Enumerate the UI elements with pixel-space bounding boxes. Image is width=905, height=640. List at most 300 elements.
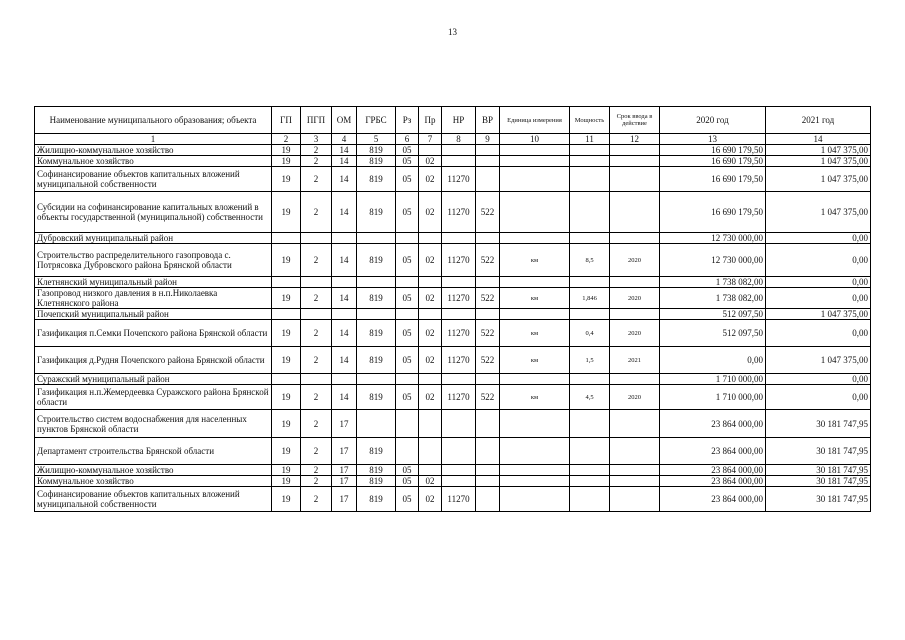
- cell-term: [610, 167, 660, 192]
- cell-vr: [476, 438, 500, 465]
- table-row: [35, 192, 871, 233]
- cell-gp: [272, 309, 301, 320]
- cell-ppgp: 2: [301, 167, 332, 192]
- cell-grbs: 819: [357, 192, 396, 233]
- cell-vr: 522: [476, 320, 500, 347]
- cell-om: 14: [332, 192, 357, 233]
- cell-power: [570, 438, 610, 465]
- cell-grbs: [357, 277, 396, 288]
- cell-y2021: 1 047 375,00: [766, 347, 871, 374]
- col-number: 13: [660, 134, 766, 145]
- col-number: 14: [766, 134, 871, 145]
- cell-unit: [500, 309, 570, 320]
- table-row: [35, 374, 871, 385]
- cell-rz: 05: [396, 347, 419, 374]
- table-row: [35, 145, 871, 156]
- cell-power: [570, 410, 610, 438]
- cell-ppgp: [301, 277, 332, 288]
- cell-y2021: 1 047 375,00: [766, 167, 871, 192]
- cell-np: 11270: [442, 487, 476, 512]
- cell-grbs: 819: [357, 347, 396, 374]
- cell-y2020: 12 730 000,00: [660, 244, 766, 277]
- cell-vr: [476, 233, 500, 244]
- cell-y2020: 1 738 082,00: [660, 288, 766, 309]
- page-number: 13: [448, 27, 457, 37]
- cell-om: [332, 374, 357, 385]
- cell-power: [570, 145, 610, 156]
- cell-ppgp: 2: [301, 487, 332, 512]
- cell-rz: 05: [396, 244, 419, 277]
- cell-y2021: 0,00: [766, 374, 871, 385]
- cell-y2020: 23 864 000,00: [660, 476, 766, 487]
- cell-rz: [396, 309, 419, 320]
- header-2020: 2020 год: [660, 107, 766, 134]
- col-number: 3: [301, 134, 332, 145]
- cell-name: Коммунальное хозяйство: [35, 476, 272, 487]
- cell-rz: 05: [396, 465, 419, 476]
- cell-term: [610, 374, 660, 385]
- cell-gp: 19: [272, 244, 301, 277]
- cell-y2021: 0,00: [766, 277, 871, 288]
- cell-np: [442, 374, 476, 385]
- cell-rz: 05: [396, 476, 419, 487]
- table-row: [35, 476, 871, 487]
- cell-y2021: 30 181 747,95: [766, 410, 871, 438]
- cell-unit: км: [500, 288, 570, 309]
- cell-rz: [396, 277, 419, 288]
- cell-power: [570, 167, 610, 192]
- header-power: Мощность: [570, 107, 610, 134]
- cell-om: 14: [332, 288, 357, 309]
- cell-y2021: 0,00: [766, 320, 871, 347]
- cell-np: 11270: [442, 320, 476, 347]
- cell-om: 17: [332, 410, 357, 438]
- cell-om: 17: [332, 465, 357, 476]
- cell-ppgp: 2: [301, 244, 332, 277]
- cell-name: Коммунальное хозяйство: [35, 156, 272, 167]
- table-row: [35, 277, 871, 288]
- cell-om: 17: [332, 438, 357, 465]
- cell-gp: 19: [272, 156, 301, 167]
- cell-pr: 02: [419, 385, 442, 410]
- cell-grbs: 819: [357, 320, 396, 347]
- cell-np: 11270: [442, 167, 476, 192]
- cell-y2020: 16 690 179,50: [660, 167, 766, 192]
- col-number: 6: [396, 134, 419, 145]
- cell-pr: [419, 145, 442, 156]
- cell-pr: 02: [419, 487, 442, 512]
- cell-name: Строительство систем водоснабжения для населенных пунктов Брянской области: [35, 410, 272, 438]
- cell-power: 8,5: [570, 244, 610, 277]
- cell-y2020: 0,00: [660, 347, 766, 374]
- cell-y2021: 0,00: [766, 385, 871, 410]
- cell-term: [610, 438, 660, 465]
- cell-np: 11270: [442, 288, 476, 309]
- cell-unit: км: [500, 244, 570, 277]
- cell-np: 11270: [442, 192, 476, 233]
- cell-rz: 05: [396, 288, 419, 309]
- cell-power: [570, 476, 610, 487]
- cell-om: 14: [332, 347, 357, 374]
- cell-term: [610, 410, 660, 438]
- header-om: ОМ: [332, 107, 357, 134]
- cell-vr: [476, 167, 500, 192]
- cell-ppgp: [301, 233, 332, 244]
- cell-y2020: 16 690 179,50: [660, 145, 766, 156]
- table-row: [35, 320, 871, 347]
- cell-ppgp: [301, 374, 332, 385]
- cell-ppgp: [301, 309, 332, 320]
- cell-vr: [476, 156, 500, 167]
- cell-name: Департамент строительства Брянской области: [35, 438, 272, 465]
- cell-unit: [500, 233, 570, 244]
- cell-power: 1,846: [570, 288, 610, 309]
- cell-ppgp: 2: [301, 476, 332, 487]
- col-number: 2: [272, 134, 301, 145]
- cell-unit: [500, 156, 570, 167]
- cell-vr: [476, 410, 500, 438]
- cell-ppgp: 2: [301, 192, 332, 233]
- header-pr: Пр: [419, 107, 442, 134]
- cell-y2021: 0,00: [766, 288, 871, 309]
- cell-vr: 522: [476, 192, 500, 233]
- cell-y2020: 1 710 000,00: [660, 374, 766, 385]
- table-row: [35, 487, 871, 512]
- cell-ppgp: 2: [301, 347, 332, 374]
- cell-rz: 05: [396, 156, 419, 167]
- cell-power: [570, 374, 610, 385]
- cell-om: 14: [332, 320, 357, 347]
- cell-grbs: [357, 233, 396, 244]
- table-row: [35, 347, 871, 374]
- table-row: [35, 385, 871, 410]
- cell-power: [570, 233, 610, 244]
- cell-term: [610, 233, 660, 244]
- table-header-row: [35, 107, 871, 134]
- cell-y2021: 1 047 375,00: [766, 192, 871, 233]
- cell-rz: 05: [396, 192, 419, 233]
- cell-name: Строительство распределительного газопровода с. Потрясовка Дубровского района Брянской области: [35, 244, 272, 277]
- cell-y2021: 1 047 375,00: [766, 145, 871, 156]
- cell-gp: 19: [272, 476, 301, 487]
- cell-vr: 522: [476, 385, 500, 410]
- cell-vr: 522: [476, 347, 500, 374]
- cell-pr: 02: [419, 320, 442, 347]
- cell-y2021: 30 181 747,95: [766, 487, 871, 512]
- cell-unit: [500, 167, 570, 192]
- cell-pr: 02: [419, 244, 442, 277]
- cell-gp: 19: [272, 347, 301, 374]
- cell-gp: [272, 277, 301, 288]
- cell-y2020: 1 738 082,00: [660, 277, 766, 288]
- cell-pr: [419, 309, 442, 320]
- cell-pr: 02: [419, 476, 442, 487]
- cell-term: 2020: [610, 320, 660, 347]
- cell-rz: 05: [396, 385, 419, 410]
- cell-pr: [419, 277, 442, 288]
- cell-ppgp: 2: [301, 156, 332, 167]
- cell-term: 2020: [610, 244, 660, 277]
- col-number: 5: [357, 134, 396, 145]
- cell-y2020: 16 690 179,50: [660, 156, 766, 167]
- cell-grbs: 819: [357, 156, 396, 167]
- cell-term: [610, 145, 660, 156]
- header-np: НР: [442, 107, 476, 134]
- cell-y2020: 512 097,50: [660, 320, 766, 347]
- cell-gp: 19: [272, 167, 301, 192]
- cell-unit: [500, 438, 570, 465]
- cell-om: 14: [332, 156, 357, 167]
- budget-table: [34, 106, 871, 512]
- header-unit: Единица измерения: [500, 107, 570, 134]
- cell-power: [570, 487, 610, 512]
- cell-unit: [500, 374, 570, 385]
- cell-pr: 02: [419, 156, 442, 167]
- cell-name: Газификация д.Рудня Почепского района Брянской области: [35, 347, 272, 374]
- cell-name: Жилищно-коммунальное хозяйство: [35, 145, 272, 156]
- col-number: 9: [476, 134, 500, 145]
- cell-term: [610, 277, 660, 288]
- cell-grbs: 819: [357, 465, 396, 476]
- cell-term: [610, 156, 660, 167]
- cell-y2020: 1 710 000,00: [660, 385, 766, 410]
- cell-unit: [500, 487, 570, 512]
- cell-gp: [272, 374, 301, 385]
- cell-np: [442, 156, 476, 167]
- cell-y2021: 30 181 747,95: [766, 465, 871, 476]
- cell-gp: 19: [272, 410, 301, 438]
- cell-unit: км: [500, 320, 570, 347]
- cell-om: 14: [332, 385, 357, 410]
- cell-gp: 19: [272, 320, 301, 347]
- cell-np: 11270: [442, 244, 476, 277]
- column-number-row: [35, 134, 871, 145]
- cell-np: [442, 410, 476, 438]
- cell-vr: [476, 476, 500, 487]
- cell-vr: [476, 145, 500, 156]
- cell-grbs: 819: [357, 476, 396, 487]
- cell-grbs: 819: [357, 288, 396, 309]
- col-number: 11: [570, 134, 610, 145]
- table-row: [35, 167, 871, 192]
- cell-ppgp: 2: [301, 385, 332, 410]
- cell-vr: 522: [476, 244, 500, 277]
- cell-vr: [476, 465, 500, 476]
- table-row: [35, 465, 871, 476]
- cell-ppgp: 2: [301, 410, 332, 438]
- header-rz: Рз: [396, 107, 419, 134]
- cell-vr: [476, 487, 500, 512]
- header-ppgp: ПГП: [301, 107, 332, 134]
- cell-np: [442, 233, 476, 244]
- cell-y2021: 1 047 375,00: [766, 309, 871, 320]
- cell-y2020: 23 864 000,00: [660, 438, 766, 465]
- cell-np: 11270: [442, 385, 476, 410]
- cell-pr: 02: [419, 167, 442, 192]
- cell-grbs: 819: [357, 385, 396, 410]
- cell-y2021: 30 181 747,95: [766, 438, 871, 465]
- cell-power: [570, 192, 610, 233]
- cell-om: 17: [332, 476, 357, 487]
- cell-np: [442, 309, 476, 320]
- cell-rz: [396, 374, 419, 385]
- cell-pr: 02: [419, 192, 442, 233]
- cell-name: Почепский муниципальный район: [35, 309, 272, 320]
- cell-gp: 19: [272, 192, 301, 233]
- table-row: [35, 233, 871, 244]
- table-row: [35, 244, 871, 277]
- cell-om: 14: [332, 167, 357, 192]
- cell-y2021: 30 181 747,95: [766, 476, 871, 487]
- cell-rz: [396, 438, 419, 465]
- cell-om: [332, 233, 357, 244]
- cell-power: 0,4: [570, 320, 610, 347]
- cell-np: [442, 277, 476, 288]
- cell-term: 2020: [610, 385, 660, 410]
- cell-name: Жилищно-коммунальное хозяйство: [35, 465, 272, 476]
- cell-unit: [500, 277, 570, 288]
- cell-rz: [396, 233, 419, 244]
- col-number: 1: [35, 134, 272, 145]
- cell-om: 14: [332, 145, 357, 156]
- cell-gp: 19: [272, 145, 301, 156]
- cell-grbs: [357, 309, 396, 320]
- header-term: Срок ввода в действие: [610, 107, 660, 134]
- cell-grbs: [357, 374, 396, 385]
- cell-np: [442, 465, 476, 476]
- cell-ppgp: 2: [301, 288, 332, 309]
- cell-vr: [476, 374, 500, 385]
- cell-term: [610, 465, 660, 476]
- cell-grbs: 819: [357, 487, 396, 512]
- cell-name: Софинансирование объектов капитальных вложений муниципальной собственности: [35, 167, 272, 192]
- cell-term: [610, 487, 660, 512]
- cell-gp: 19: [272, 385, 301, 410]
- cell-om: 14: [332, 244, 357, 277]
- col-number: 7: [419, 134, 442, 145]
- cell-name: Дубровский муниципальный район: [35, 233, 272, 244]
- cell-rz: 05: [396, 167, 419, 192]
- cell-unit: [500, 192, 570, 233]
- cell-pr: [419, 233, 442, 244]
- header-gp: ГП: [272, 107, 301, 134]
- cell-gp: [272, 233, 301, 244]
- header-vr: ВР: [476, 107, 500, 134]
- cell-term: [610, 192, 660, 233]
- cell-pr: [419, 410, 442, 438]
- cell-power: 1,5: [570, 347, 610, 374]
- cell-np: [442, 145, 476, 156]
- cell-grbs: 819: [357, 438, 396, 465]
- cell-term: 2021: [610, 347, 660, 374]
- cell-y2020: 23 864 000,00: [660, 410, 766, 438]
- cell-power: [570, 156, 610, 167]
- cell-power: 4,5: [570, 385, 610, 410]
- table-row: [35, 288, 871, 309]
- cell-power: [570, 465, 610, 476]
- cell-unit: [500, 410, 570, 438]
- cell-rz: 05: [396, 487, 419, 512]
- header-name: Наименование муниципального образования; объекта: [35, 107, 272, 134]
- cell-np: [442, 476, 476, 487]
- cell-pr: 02: [419, 347, 442, 374]
- table-row: [35, 156, 871, 167]
- cell-pr: [419, 438, 442, 465]
- cell-y2021: 1 047 375,00: [766, 156, 871, 167]
- cell-y2020: 512 097,50: [660, 309, 766, 320]
- cell-unit: км: [500, 385, 570, 410]
- cell-term: [610, 476, 660, 487]
- cell-ppgp: 2: [301, 438, 332, 465]
- cell-grbs: 819: [357, 145, 396, 156]
- cell-unit: [500, 476, 570, 487]
- cell-ppgp: 2: [301, 465, 332, 476]
- cell-gp: 19: [272, 288, 301, 309]
- cell-ppgp: 2: [301, 145, 332, 156]
- cell-rz: [396, 410, 419, 438]
- table-row: [35, 309, 871, 320]
- col-number: 10: [500, 134, 570, 145]
- cell-vr: [476, 277, 500, 288]
- cell-om: [332, 277, 357, 288]
- header-grbs: ГРБС: [357, 107, 396, 134]
- cell-y2020: 16 690 179,50: [660, 192, 766, 233]
- cell-term: 2020: [610, 288, 660, 309]
- cell-name: Софинансирование объектов капитальных вложений муниципальной собственности: [35, 487, 272, 512]
- cell-grbs: [357, 410, 396, 438]
- table-row: [35, 438, 871, 465]
- header-2021: 2021 год: [766, 107, 871, 134]
- cell-name: Клетнянский муниципальный район: [35, 277, 272, 288]
- cell-grbs: 819: [357, 244, 396, 277]
- cell-y2020: 12 730 000,00: [660, 233, 766, 244]
- cell-y2021: 0,00: [766, 233, 871, 244]
- cell-pr: [419, 374, 442, 385]
- cell-ppgp: 2: [301, 320, 332, 347]
- cell-gp: 19: [272, 438, 301, 465]
- col-number: 8: [442, 134, 476, 145]
- col-number: 12: [610, 134, 660, 145]
- table-row: [35, 410, 871, 438]
- cell-name: Газопровод низкого давления в н.п.Николаевка Клетнянского района: [35, 288, 272, 309]
- cell-term: [610, 309, 660, 320]
- cell-power: [570, 309, 610, 320]
- cell-pr: 02: [419, 288, 442, 309]
- cell-np: [442, 438, 476, 465]
- cell-grbs: 819: [357, 167, 396, 192]
- cell-y2020: 23 864 000,00: [660, 465, 766, 476]
- cell-unit: км: [500, 347, 570, 374]
- cell-om: [332, 309, 357, 320]
- cell-y2021: 0,00: [766, 244, 871, 277]
- col-number: 4: [332, 134, 357, 145]
- cell-name: Суражский муниципальный район: [35, 374, 272, 385]
- cell-name: Газификация п.Семки Почепского района Брянской области: [35, 320, 272, 347]
- cell-name: Субсидии на софинансирование капитальных вложений в объекты государственной (муниципальной) собственности: [35, 192, 272, 233]
- cell-unit: [500, 465, 570, 476]
- cell-vr: 522: [476, 288, 500, 309]
- cell-power: [570, 277, 610, 288]
- cell-unit: [500, 145, 570, 156]
- cell-rz: 05: [396, 145, 419, 156]
- cell-np: 11270: [442, 347, 476, 374]
- cell-y2020: 23 864 000,00: [660, 487, 766, 512]
- cell-name: Газификация н.п.Жемердеевка Суражского района Брянской области: [35, 385, 272, 410]
- cell-vr: [476, 309, 500, 320]
- cell-pr: [419, 465, 442, 476]
- cell-gp: 19: [272, 465, 301, 476]
- cell-om: 17: [332, 487, 357, 512]
